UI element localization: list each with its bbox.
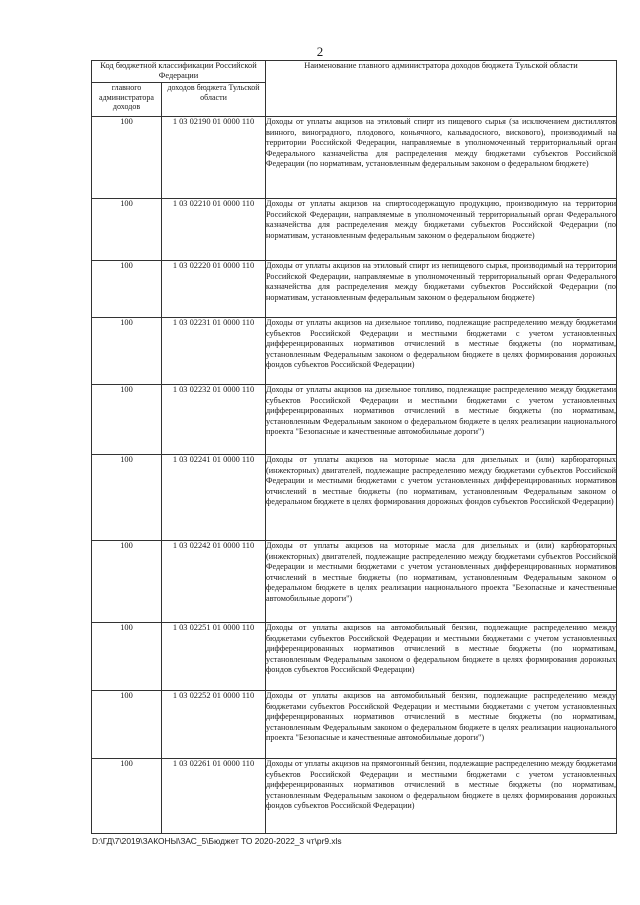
- budget-code-cell: 1 03 02241 01 0000 110: [162, 455, 266, 541]
- description-cell: Доходы от уплаты акцизов на этиловый спирт из пищевого сырья (за исключением дистиллятов винного, виноградного, плодового, коньячного, кальвадосного, вискового), производимый на территории Российской Федерации, направляемые в уполномоченный территориальный орган Федерального казначейства для распределения между бюджетами субъектов Российской Федерации (по нормативам, установленным федеральным законом о федеральном бюджете): [266, 117, 617, 199]
- admin-code-cell: 100: [92, 623, 162, 691]
- table-row: [92, 759, 617, 834]
- description-cell: Доходы от уплаты акцизов на моторные масла для дизельных и (или) карбюраторных (инжекторных) двигателей, подлежащие распределению между бюджетами субъектов Российской Федерации и местными бюджетами с учетом установленных дифференцированных нормативов отчислений в местные бюджеты (по нормативам, установленным Федеральным законом о федеральном бюджете в целях формирования дорожных фондов субъектов Российской Федерации): [266, 455, 617, 541]
- description-cell: Доходы от уплаты акцизов на спиртосодержащую продукцию, производимую на территории Российской Федерации, направляемые в уполномоченный территориальный орган Федерального казначейства для распределения между бюджетами субъектов Российской Федерации (по нормативам, установленным федеральным законом о федеральном бюджете): [266, 199, 617, 261]
- code-group-header: Код бюджетной классификации Российской Федерации: [92, 61, 266, 83]
- admin-code-cell: 100: [92, 117, 162, 199]
- budget-code-cell: 1 03 02261 01 0000 110: [162, 759, 266, 834]
- table-row: [92, 455, 617, 541]
- code-column-header: доходов бюджета Тульской области: [162, 83, 266, 117]
- budget-code-cell: 1 03 02252 01 0000 110: [162, 691, 266, 759]
- budget-classification-table: [91, 60, 617, 834]
- admin-code-cell: 100: [92, 261, 162, 318]
- budget-code-cell: 1 03 02220 01 0000 110: [162, 261, 266, 318]
- budget-code-cell: 1 03 02242 01 0000 110: [162, 541, 266, 623]
- admin-code-cell: 100: [92, 691, 162, 759]
- budget-code-cell: 1 03 02231 01 0000 110: [162, 318, 266, 385]
- admin-code-cell: 100: [92, 318, 162, 385]
- budget-code-cell: 1 03 02210 01 0000 110: [162, 199, 266, 261]
- page-number: 2: [316, 44, 324, 59]
- table-row: [92, 691, 617, 759]
- description-cell: Доходы от уплаты акцизов на дизельное топливо, подлежащие распределению между бюджетами субъектов Российской Федерации и местными бюджетами с учетом установленных дифференцированных нормативов отчислений в местные бюджеты (по нормативам, установленным Федеральным законом о федеральном бюджете в целях формирования дорожных фондов субъектов Российской Федерации): [266, 318, 617, 385]
- table-row: [92, 117, 617, 199]
- budget-code-cell: 1 03 02251 01 0000 110: [162, 623, 266, 691]
- name-column-header: Наименование главного администратора доходов бюджета Тульской области: [266, 61, 617, 117]
- table-row: [92, 541, 617, 623]
- description-cell: Доходы от уплаты акцизов на дизельное топливо, подлежащие распределению между бюджетами субъектов Российской Федерации и местными бюджетами с учетом установленных дифференцированных нормативов отчислений в местные бюджеты (по нормативам, установленным Федеральным законом о федеральном бюджете в целях реализации национального проекта "Безопасные и качественные автомобильные дороги"): [266, 385, 617, 455]
- file-path-footer: D:\ГД\7\2019\ЗАКОНЫ\ЗАС_5\Бюджет ТО 2020-2022_3 чт\pr9.xls: [92, 836, 342, 846]
- description-cell: Доходы от уплаты акцизов на моторные масла для дизельных и (или) карбюраторных (инжекторных) двигателей, подлежащие распределению между бюджетами субъектов Российской Федерации и местными бюджетами с учетом установленных дифференцированных нормативов отчислений в местные бюджеты (по нормативам, установленным Федеральным законом о федеральном бюджете в целях реализации национального проекта "Безопасные и качественные автомобильные дороги"): [266, 541, 617, 623]
- admin-column-header: главного администратора доходов: [92, 83, 162, 117]
- admin-code-cell: 100: [92, 455, 162, 541]
- table-row: [92, 385, 617, 455]
- admin-code-cell: 100: [92, 385, 162, 455]
- table-row: [92, 623, 617, 691]
- description-cell: Доходы от уплаты акцизов на прямогонный бензин, подлежащие распределению между бюджетами субъектов Российской Федерации и местными бюджетами с учетом установленных дифференцированных нормативов отчислений в местные бюджеты (по нормативам, установленным Федеральным законом о федеральном бюджете в целях формирования дорожных фондов субъектов Российской Федерации): [266, 759, 617, 834]
- admin-code-cell: 100: [92, 759, 162, 834]
- description-cell: Доходы от уплаты акцизов на автомобильный бензин, подлежащие распределению между бюджетами субъектов Российской Федерации и местными бюджетами с учетом установленных дифференцированных нормативов отчислений в местные бюджеты (по нормативам, установленным Федеральным законом о федеральном бюджете в целях реализации национального проекта "Безопасные и качественные автомобильные дороги"): [266, 691, 617, 759]
- description-cell: Доходы от уплаты акцизов на автомобильный бензин, подлежащие распределению между бюджетами субъектов Российской Федерации и местными бюджетами с учетом установленных дифференцированных нормативов отчислений в местные бюджеты (по нормативам, установленным Федеральным законом о федеральном бюджете в целях формирования дорожных фондов субъектов Российской Федерации): [266, 623, 617, 691]
- admin-code-cell: 100: [92, 199, 162, 261]
- budget-code-cell: 1 03 02232 01 0000 110: [162, 385, 266, 455]
- table-row: [92, 261, 617, 318]
- table-row: [92, 318, 617, 385]
- budget-code-cell: 1 03 02190 01 0000 110: [162, 117, 266, 199]
- admin-code-cell: 100: [92, 541, 162, 623]
- table-row: [92, 199, 617, 261]
- description-cell: Доходы от уплаты акцизов на этиловый спирт из непищевого сырья, производимый на территории Российской Федерации, направляемые в уполномоченный территориальный орган Федерального казначейства для распределения между бюджетами субъектов Российской Федерации (по нормативам, установленным федеральным законом о федеральном бюджете): [266, 261, 617, 318]
